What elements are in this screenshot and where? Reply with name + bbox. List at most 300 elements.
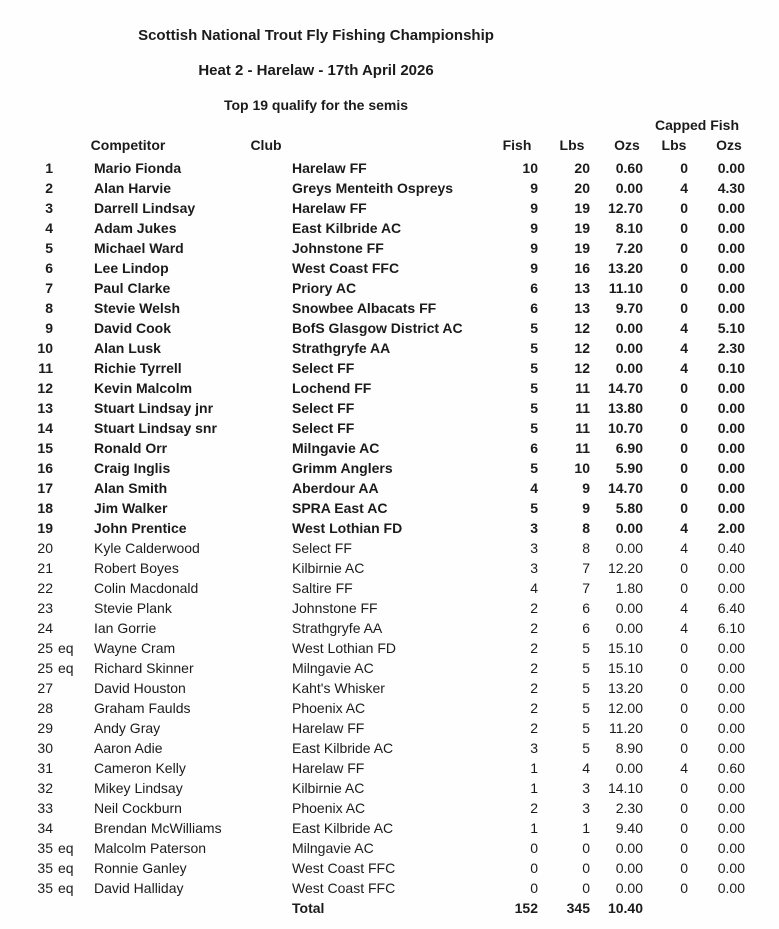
- fish-count-cell: 0: [530, 840, 538, 856]
- capped-lbs-cell: 0: [680, 220, 688, 236]
- capped-ozs-cell: 0.00: [717, 440, 745, 456]
- capped-ozs-cell: 0.00: [717, 780, 745, 796]
- capped-lbs-cell: 0: [680, 560, 688, 576]
- ozs-cell: 11.20: [609, 720, 643, 736]
- fish-count-cell: 9: [530, 240, 538, 256]
- rank-cell: 6: [45, 260, 53, 276]
- competitor-cell: Brendan McWilliams: [94, 820, 222, 836]
- capped-lbs-cell: 4: [680, 520, 688, 536]
- ozs-cell: 14.10: [607, 780, 643, 796]
- table-row: [0, 238, 779, 258]
- column-header-fish: Fish: [502, 137, 532, 153]
- competitor-cell: Alan Harvie: [94, 180, 172, 196]
- capped-lbs-cell: 0: [680, 160, 688, 176]
- column-header-competitor: Competitor: [90, 137, 166, 153]
- capped-ozs-cell: 0.00: [717, 300, 745, 316]
- capped-ozs-cell: 0.40: [717, 540, 745, 556]
- rank-cell: 16: [37, 460, 53, 476]
- competitor-cell: Adam Jukes: [94, 220, 177, 236]
- lbs-cell: 6: [582, 600, 590, 616]
- club-cell: Saltire FF: [292, 580, 353, 596]
- competitor-cell: Stuart Lindsay jnr: [94, 400, 214, 416]
- lbs-cell: 19: [574, 240, 590, 256]
- heat-subtitle: Heat 2 - Harelaw - 17th April 2026: [198, 62, 434, 79]
- capped-lbs-cell: 0: [680, 500, 688, 516]
- club-cell: East Kilbride AC: [292, 820, 394, 836]
- fish-count-cell: 0: [530, 860, 538, 876]
- capped-lbs-cell: 0: [680, 580, 688, 596]
- rank-cell: 1: [45, 160, 53, 176]
- fish-count-cell: 2: [530, 720, 538, 736]
- club-cell: Milngavie AC: [292, 440, 380, 456]
- fish-count-cell: 2: [530, 600, 538, 616]
- capped-lbs-cell: 4: [680, 340, 688, 356]
- capped-lbs-cell: 0: [680, 880, 688, 896]
- capped-ozs-cell: 4.30: [717, 180, 745, 196]
- competitor-cell: Mario Fionda: [94, 160, 182, 176]
- capped-ozs-cell: 6.10: [717, 620, 745, 636]
- club-cell: Select FF: [292, 420, 355, 436]
- capped-ozs-cell: 0.00: [717, 700, 745, 716]
- table-row: [0, 338, 779, 358]
- club-cell: West Lothian FD: [292, 640, 397, 656]
- capped-ozs-cell: 0.00: [717, 280, 745, 296]
- ozs-cell: 0.00: [615, 620, 643, 636]
- fish-count-cell: 4: [530, 580, 538, 596]
- capped-lbs-cell: 0: [680, 740, 688, 756]
- table-row: [0, 378, 779, 398]
- lbs-cell: 8: [582, 540, 590, 556]
- club-cell: Select FF: [292, 360, 355, 376]
- table-row: [0, 558, 779, 578]
- competitor-cell: Stuart Lindsay snr: [94, 420, 217, 436]
- table-row: [0, 478, 779, 498]
- lbs-cell: 11: [575, 400, 590, 416]
- lbs-cell: 8: [582, 520, 590, 536]
- table-row: [0, 578, 779, 598]
- competitor-cell: Cameron Kelly: [94, 760, 186, 776]
- table-row: [0, 398, 779, 418]
- competitor-cell: Paul Clarke: [94, 280, 171, 296]
- capped-ozs-cell: 5.10: [717, 320, 745, 336]
- ozs-cell: 9.40: [615, 820, 643, 836]
- fish-count-cell: 5: [530, 380, 538, 396]
- lbs-cell: 11: [575, 440, 590, 456]
- table-row: [0, 418, 779, 438]
- club-cell: Kilbirnie AC: [292, 780, 365, 796]
- total-label: Total: [292, 900, 325, 916]
- ozs-cell: 1.80: [615, 580, 643, 596]
- fish-count-cell: 9: [530, 260, 538, 276]
- competitor-cell: Kyle Calderwood: [94, 540, 200, 556]
- capped-lbs-cell: 4: [680, 540, 688, 556]
- fish-count-cell: 10: [522, 160, 538, 176]
- rank-cell: 4: [45, 220, 53, 236]
- lbs-cell: 3: [582, 800, 590, 816]
- club-cell: Aberdour AA: [292, 480, 379, 496]
- competitor-cell: Richard Skinner: [94, 660, 194, 676]
- rank-cell: 5: [45, 240, 53, 256]
- lbs-cell: 12: [574, 340, 590, 356]
- ozs-cell: 2.30: [615, 800, 643, 816]
- competitor-cell: Ronnie Ganley: [94, 860, 187, 876]
- rank-cell: 19: [37, 520, 53, 536]
- ozs-cell: 13.20: [607, 680, 643, 696]
- club-cell: East Kilbride AC: [292, 220, 402, 236]
- table-row: [0, 298, 779, 318]
- ozs-cell: 12.20: [607, 560, 643, 576]
- table-row: [0, 518, 779, 538]
- club-cell: Kaht's Whisker: [292, 680, 385, 696]
- club-cell: Kilbirnie AC: [292, 560, 365, 576]
- club-cell: Harelaw FF: [292, 760, 365, 776]
- capped-lbs-cell: 0: [680, 440, 688, 456]
- capped-lbs-cell: 0: [680, 280, 688, 296]
- ozs-cell: 14.70: [607, 480, 643, 496]
- competitor-cell: Stevie Plank: [94, 600, 172, 616]
- capped-ozs-cell: 0.10: [717, 360, 745, 376]
- fish-count-cell: 5: [530, 360, 538, 376]
- capped-ozs-cell: 0.00: [717, 660, 745, 676]
- competitor-cell: Colin Macdonald: [94, 580, 199, 596]
- rank-cell: 32: [37, 780, 53, 796]
- club-cell: Johnstone FF: [292, 240, 384, 256]
- ozs-cell: 0.00: [615, 320, 643, 336]
- total-lbs: 345: [566, 900, 590, 916]
- fish-count-cell: 2: [530, 620, 538, 636]
- rank-eq-suffix: eq: [58, 660, 74, 676]
- capped-ozs-cell: 6.40: [717, 600, 745, 616]
- capped-ozs-cell: 0.00: [717, 420, 745, 436]
- table-row: [0, 538, 779, 558]
- club-cell: Harelaw FF: [292, 200, 367, 216]
- competitor-cell: David Houston: [94, 680, 186, 696]
- lbs-cell: 16: [574, 260, 590, 276]
- capped-lbs-cell: 0: [680, 260, 688, 276]
- capped-lbs-cell: 0: [680, 400, 688, 416]
- capped-lbs-cell: 4: [680, 180, 688, 196]
- rank-cell: 17: [37, 480, 53, 496]
- rank-eq-suffix: eq: [58, 640, 74, 656]
- ozs-cell: 6.90: [615, 440, 643, 456]
- capped-ozs-cell: 0.00: [717, 460, 745, 476]
- competitor-cell: Kevin Malcolm: [94, 380, 193, 396]
- fish-count-cell: 3: [530, 560, 538, 576]
- rank-cell: 29: [37, 720, 53, 736]
- lbs-cell: 0: [582, 880, 590, 896]
- competitor-cell: Robert Boyes: [94, 560, 179, 576]
- club-cell: Phoenix AC: [292, 700, 366, 716]
- capped-fish-group-header: Capped Fish: [655, 117, 740, 133]
- rank-cell: 34: [37, 820, 53, 836]
- rank-cell: 23: [37, 600, 53, 616]
- fish-count-cell: 4: [530, 480, 538, 496]
- fish-count-cell: 2: [530, 660, 538, 676]
- capped-ozs-cell: 0.00: [717, 480, 745, 496]
- capped-ozs-cell: 0.00: [717, 200, 745, 216]
- competitor-cell: Richie Tyrrell: [94, 360, 182, 376]
- rank-cell: 22: [37, 580, 53, 596]
- fish-count-cell: 1: [530, 760, 538, 776]
- fish-count-cell: 5: [530, 320, 538, 336]
- qualification-note: Top 19 qualify for the semis: [223, 97, 409, 113]
- fish-count-cell: 2: [530, 800, 538, 816]
- club-cell: Priory AC: [292, 280, 357, 296]
- competitor-cell: Wayne Cram: [94, 640, 176, 656]
- fish-count-cell: 6: [530, 300, 538, 316]
- club-cell: West Coast FFC: [292, 860, 396, 876]
- capped-lbs-cell: 4: [680, 600, 688, 616]
- fish-count-cell: 6: [530, 280, 538, 296]
- rank-cell: 21: [37, 560, 53, 576]
- lbs-cell: 10: [574, 460, 590, 476]
- ozs-cell: 7.20: [615, 240, 643, 256]
- competitor-cell: Stevie Welsh: [94, 300, 181, 316]
- rank-cell: 13: [37, 400, 53, 416]
- lbs-cell: 3: [582, 780, 590, 796]
- ozs-cell: 8.10: [615, 220, 643, 236]
- capped-ozs-cell: 0.00: [717, 800, 745, 816]
- competitor-cell: Mikey Lindsay: [94, 780, 183, 796]
- capped-ozs-cell: 0.00: [717, 400, 745, 416]
- capped-lbs-cell: 0: [680, 820, 688, 836]
- fish-count-cell: 5: [530, 340, 538, 356]
- fish-count-cell: 9: [530, 220, 538, 236]
- rank-cell: 25: [37, 660, 53, 676]
- club-cell: Harelaw FF: [292, 720, 365, 736]
- lbs-cell: 5: [582, 720, 590, 736]
- competitor-cell: Jim Walker: [94, 500, 168, 516]
- fish-count-cell: 9: [530, 180, 538, 196]
- competitor-cell: David Cook: [94, 320, 172, 336]
- fish-count-cell: 2: [530, 640, 538, 656]
- lbs-cell: 20: [574, 180, 590, 196]
- capped-ozs-cell: 0.00: [717, 160, 745, 176]
- ozs-cell: 15.10: [607, 660, 643, 676]
- rank-eq-suffix: eq: [58, 840, 74, 856]
- lbs-cell: 7: [582, 560, 590, 576]
- lbs-cell: 4: [582, 760, 590, 776]
- capped-ozs-cell: 0.00: [717, 860, 745, 876]
- table-row: [0, 838, 779, 858]
- competitor-cell: Graham Faulds: [94, 700, 191, 716]
- capped-ozs-cell: 0.00: [717, 240, 745, 256]
- club-cell: Lochend FF: [292, 380, 372, 396]
- competitor-cell: Craig Inglis: [94, 460, 171, 476]
- competitor-cell: Neil Cockburn: [94, 800, 182, 816]
- table-row: [0, 798, 779, 818]
- table-row: [0, 698, 779, 718]
- capped-ozs-cell: 0.00: [717, 740, 745, 756]
- table-row: [0, 718, 779, 738]
- capped-lbs-cell: 4: [680, 320, 688, 336]
- competitor-cell: Lee Lindop: [94, 260, 169, 276]
- ozs-cell: 5.80: [615, 500, 643, 516]
- table-row: [0, 618, 779, 638]
- rank-cell: 31: [37, 760, 53, 776]
- capped-lbs-cell: 0: [680, 800, 688, 816]
- rank-cell: 3: [45, 200, 53, 216]
- rank-cell: 35: [37, 860, 53, 876]
- ozs-cell: 0.00: [615, 760, 643, 776]
- fish-count-cell: 5: [530, 420, 538, 436]
- club-cell: Select FF: [292, 400, 355, 416]
- competitor-cell: Aaron Adie: [94, 740, 163, 756]
- club-cell: Milngavie AC: [292, 660, 374, 676]
- rank-cell: 9: [45, 320, 53, 336]
- table-row: [0, 498, 779, 518]
- rank-cell: 14: [37, 420, 53, 436]
- capped-lbs-cell: 4: [680, 620, 688, 636]
- rank-cell: 33: [37, 800, 53, 816]
- competitor-cell: Michael Ward: [94, 240, 184, 256]
- club-cell: Johnstone FF: [292, 600, 378, 616]
- ozs-cell: 0.00: [615, 180, 643, 196]
- ozs-cell: 15.10: [607, 640, 643, 656]
- capped-lbs-cell: 0: [680, 200, 688, 216]
- capped-lbs-cell: 0: [680, 300, 688, 316]
- fish-count-cell: 1: [530, 780, 538, 796]
- rank-cell: 11: [38, 360, 53, 376]
- capped-ozs-cell: 0.00: [717, 880, 745, 896]
- fish-count-cell: 2: [530, 700, 538, 716]
- ozs-cell: 5.90: [615, 460, 643, 476]
- capped-ozs-cell: 0.00: [717, 580, 745, 596]
- ozs-cell: 12.00: [607, 700, 643, 716]
- column-header-club: Club: [250, 137, 282, 153]
- rank-cell: 27: [37, 680, 53, 696]
- capped-lbs-cell: 0: [680, 860, 688, 876]
- table-row: [0, 158, 779, 178]
- table-row: [0, 458, 779, 478]
- ozs-cell: 12.70: [607, 200, 643, 216]
- capped-ozs-cell: 0.00: [717, 560, 745, 576]
- rank-cell: 24: [37, 620, 53, 636]
- total-row: [0, 898, 779, 918]
- capped-ozs-cell: 0.00: [717, 820, 745, 836]
- capped-lbs-cell: 0: [680, 460, 688, 476]
- column-header-capped-ozs: Ozs: [716, 137, 742, 153]
- fish-count-cell: 3: [530, 740, 538, 756]
- page-title: Scottish National Trout Fly Fishing Championship: [138, 27, 494, 44]
- table-row: [0, 638, 779, 658]
- competitor-cell: David Halliday: [94, 880, 184, 896]
- competitor-cell: Andy Gray: [94, 720, 161, 736]
- capped-ozs-cell: 0.00: [717, 380, 745, 396]
- capped-ozs-cell: 0.00: [717, 220, 745, 236]
- competitor-cell: Alan Lusk: [94, 340, 161, 356]
- competitor-cell: Ronald Orr: [94, 440, 168, 456]
- table-row: [0, 438, 779, 458]
- lbs-cell: 19: [574, 220, 590, 236]
- rank-cell: 25: [37, 640, 53, 656]
- table-row: [0, 278, 779, 298]
- capped-lbs-cell: 0: [680, 480, 688, 496]
- lbs-cell: 20: [574, 160, 590, 176]
- table-row: [0, 258, 779, 278]
- capped-ozs-cell: 0.60: [717, 760, 745, 776]
- ozs-cell: 0.00: [615, 360, 643, 376]
- club-cell: West Coast FFC: [292, 260, 400, 276]
- rank-cell: 30: [37, 740, 53, 756]
- club-cell: BofS Glasgow District AC: [292, 320, 463, 336]
- club-cell: West Lothian FD: [292, 520, 403, 536]
- lbs-cell: 1: [582, 820, 590, 836]
- lbs-cell: 12: [574, 320, 590, 336]
- table-row: [0, 818, 779, 838]
- column-header-capped-lbs: Lbs: [661, 137, 687, 153]
- club-cell: SPRA East AC: [292, 500, 388, 516]
- lbs-cell: 11: [575, 420, 590, 436]
- capped-ozs-cell: 2.00: [717, 520, 745, 536]
- capped-lbs-cell: 0: [680, 420, 688, 436]
- table-row: [0, 858, 779, 878]
- capped-lbs-cell: 0: [680, 640, 688, 656]
- club-cell: Strathgryfe AA: [292, 340, 391, 356]
- rank-eq-suffix: eq: [58, 880, 74, 896]
- fish-count-cell: 5: [530, 500, 538, 516]
- rank-cell: 12: [37, 380, 53, 396]
- fish-count-cell: 1: [530, 820, 538, 836]
- ozs-cell: 9.70: [615, 300, 643, 316]
- capped-lbs-cell: 0: [680, 680, 688, 696]
- table-row: [0, 198, 779, 218]
- capped-ozs-cell: 2.30: [717, 340, 745, 356]
- capped-lbs-cell: 4: [680, 760, 688, 776]
- competitor-cell: Alan Smith: [94, 480, 168, 496]
- competitor-cell: Darrell Lindsay: [94, 200, 196, 216]
- rank-cell: 7: [45, 280, 53, 296]
- lbs-cell: 7: [582, 580, 590, 596]
- lbs-cell: 13: [574, 300, 590, 316]
- ozs-cell: 14.70: [607, 380, 643, 396]
- club-cell: Strathgryfe AA: [292, 620, 383, 636]
- capped-ozs-cell: 0.00: [717, 720, 745, 736]
- club-cell: Phoenix AC: [292, 800, 366, 816]
- club-cell: East Kilbride AC: [292, 740, 394, 756]
- rank-cell: 35: [37, 840, 53, 856]
- club-cell: Grimm Anglers: [292, 460, 393, 476]
- club-cell: Milngavie AC: [292, 840, 374, 856]
- lbs-cell: 9: [582, 500, 590, 516]
- lbs-cell: 6: [582, 620, 590, 636]
- column-header-ozs: Ozs: [614, 137, 640, 153]
- capped-ozs-cell: 0.00: [717, 680, 745, 696]
- ozs-cell: 13.80: [607, 400, 643, 416]
- fish-count-cell: 0: [530, 880, 538, 896]
- club-cell: Snowbee Albacats FF: [292, 300, 437, 316]
- capped-ozs-cell: 0.00: [717, 500, 745, 516]
- lbs-cell: 11: [575, 380, 590, 396]
- table-row: [0, 758, 779, 778]
- competitor-cell: Malcolm Paterson: [94, 840, 207, 856]
- rank-eq-suffix: eq: [58, 860, 74, 876]
- ozs-cell: 0.00: [615, 540, 643, 556]
- lbs-cell: 12: [574, 360, 590, 376]
- lbs-cell: 0: [582, 860, 590, 876]
- club-cell: West Coast FFC: [292, 880, 396, 896]
- table-row: [0, 678, 779, 698]
- capped-lbs-cell: 0: [680, 840, 688, 856]
- capped-lbs-cell: 0: [680, 240, 688, 256]
- capped-lbs-cell: 0: [680, 660, 688, 676]
- capped-lbs-cell: 0: [680, 720, 688, 736]
- club-cell: Harelaw FF: [292, 160, 367, 176]
- rank-cell: 15: [37, 440, 53, 456]
- table-row: [0, 878, 779, 898]
- ozs-cell: 0.00: [615, 340, 643, 356]
- fish-count-cell: 3: [530, 520, 538, 536]
